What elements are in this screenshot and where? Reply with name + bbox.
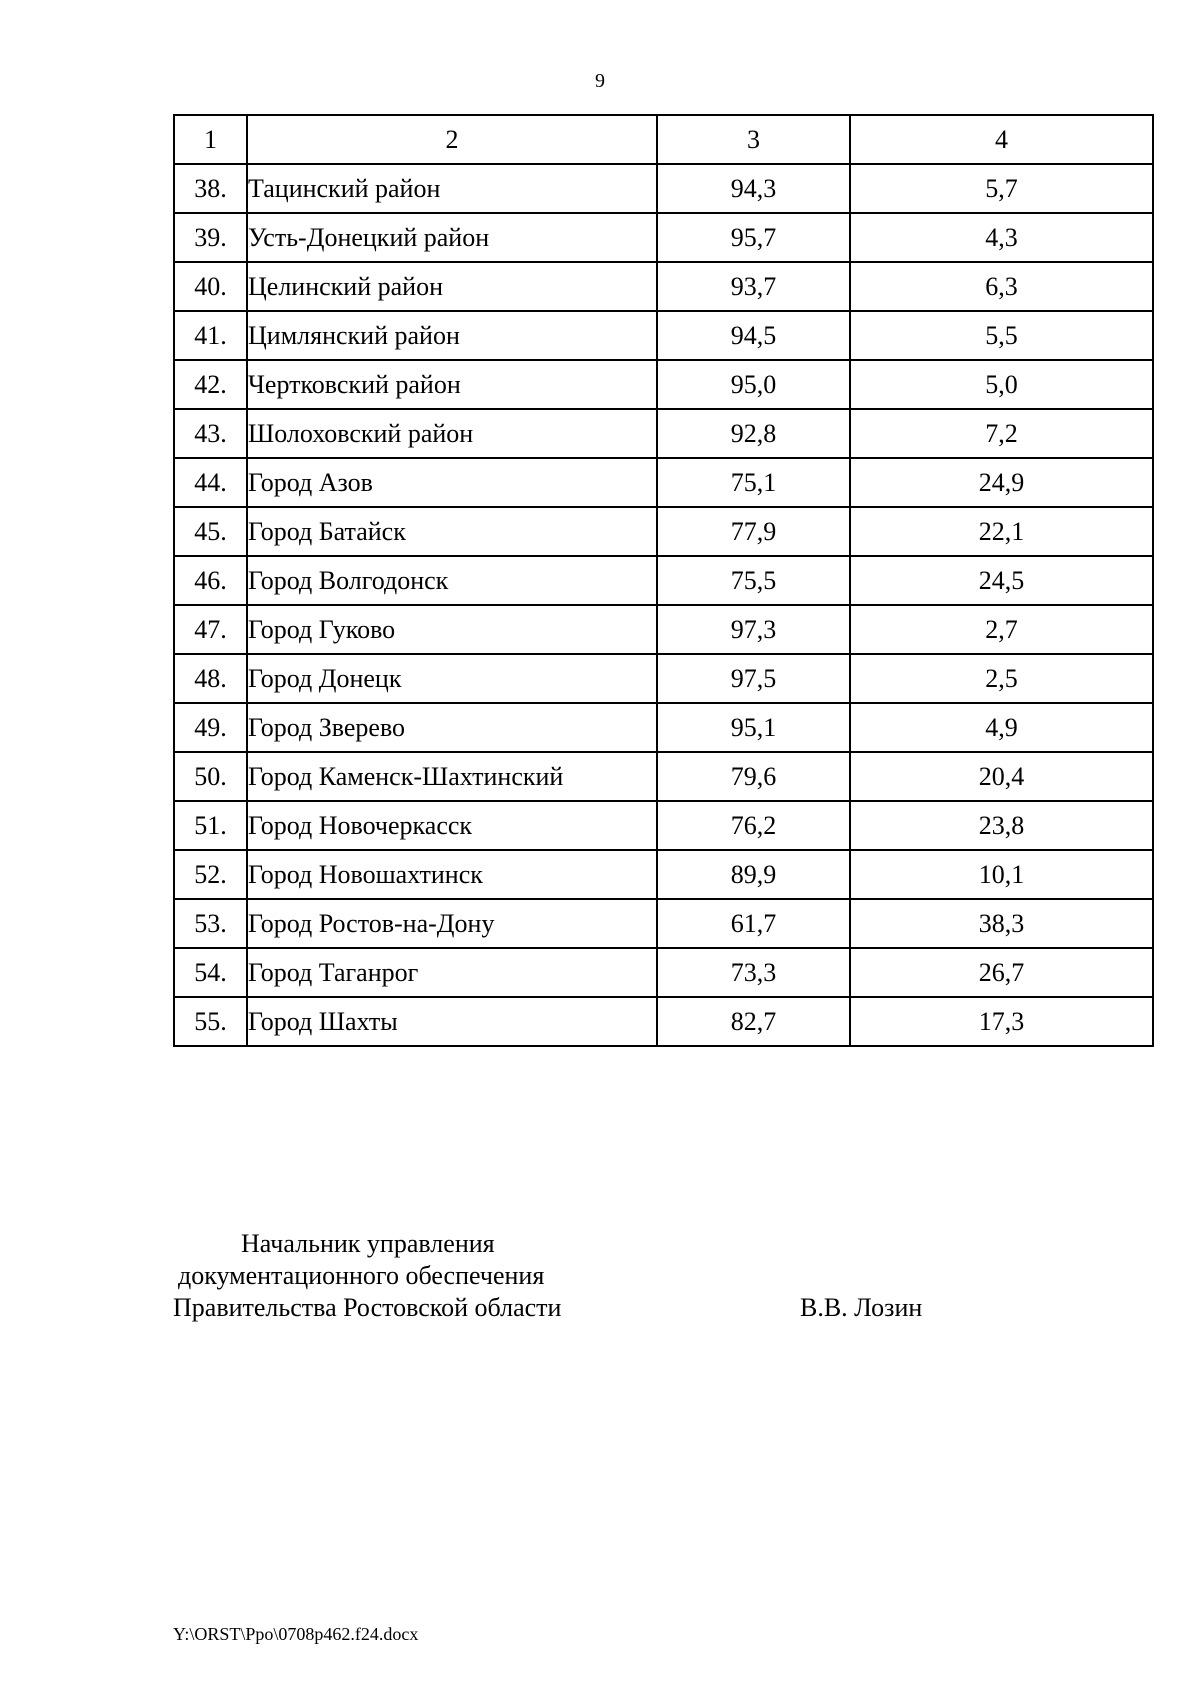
table-row xyxy=(174,458,1153,507)
municipality-name: Усть-Донецкий район xyxy=(247,213,657,262)
value-col-4: 5,5 xyxy=(850,311,1153,360)
municipality-name: Шолоховский район xyxy=(247,409,657,458)
table-header-row xyxy=(174,115,1153,164)
table-row xyxy=(174,703,1153,752)
municipality-name: Город Зверево xyxy=(247,703,657,752)
row-number: 46. xyxy=(174,556,247,605)
municipality-name: Город Новочеркасск xyxy=(247,801,657,850)
municipality-name: Цимлянский район xyxy=(247,311,657,360)
value-col-3: 97,5 xyxy=(657,654,850,703)
row-number: 43. xyxy=(174,409,247,458)
value-col-4: 5,7 xyxy=(850,164,1153,213)
signer-name: В.В. Лозин xyxy=(800,1293,923,1322)
table-row xyxy=(174,899,1153,948)
value-col-4: 22,1 xyxy=(850,507,1153,556)
row-number: 52. xyxy=(174,850,247,899)
value-col-3: 79,6 xyxy=(657,752,850,801)
data-table xyxy=(173,114,1154,1047)
table-row xyxy=(174,213,1153,262)
municipality-name: Город Донецк xyxy=(247,654,657,703)
municipality-name: Город Новошахтинск xyxy=(247,850,657,899)
municipality-name: Город Волгодонск xyxy=(247,556,657,605)
value-col-4: 6,3 xyxy=(850,262,1153,311)
table-row xyxy=(174,801,1153,850)
row-number: 38. xyxy=(174,164,247,213)
value-col-4: 38,3 xyxy=(850,899,1153,948)
value-col-3: 94,5 xyxy=(657,311,850,360)
signature-block xyxy=(173,1228,561,1324)
value-col-4: 4,3 xyxy=(850,213,1153,262)
value-col-4: 23,8 xyxy=(850,801,1153,850)
row-number: 54. xyxy=(174,948,247,997)
table-row xyxy=(174,654,1153,703)
table-row xyxy=(174,997,1153,1046)
page-number: 9 xyxy=(595,70,605,92)
row-number: 53. xyxy=(174,899,247,948)
value-col-3: 75,1 xyxy=(657,458,850,507)
value-col-3: 76,2 xyxy=(657,801,850,850)
value-col-3: 61,7 xyxy=(657,899,850,948)
value-col-4: 24,5 xyxy=(850,556,1153,605)
value-col-3: 92,8 xyxy=(657,409,850,458)
municipality-name: Город Таганрог xyxy=(247,948,657,997)
municipality-name: Город Каменск-Шахтинский xyxy=(247,752,657,801)
signer-position-line-3: Правительства Ростовской области xyxy=(173,1293,562,1322)
column-header-4: 4 xyxy=(850,115,1153,164)
row-number: 41. xyxy=(174,311,247,360)
municipality-name: Город Шахты xyxy=(247,997,657,1046)
value-col-3: 93,7 xyxy=(657,262,850,311)
table-row xyxy=(174,311,1153,360)
value-col-3: 77,9 xyxy=(657,507,850,556)
table-row xyxy=(174,605,1153,654)
value-col-4: 26,7 xyxy=(850,948,1153,997)
row-number: 44. xyxy=(174,458,247,507)
value-col-4: 2,5 xyxy=(850,654,1153,703)
municipality-name: Город Азов xyxy=(247,458,657,507)
column-header-1: 1 xyxy=(174,115,247,164)
municipality-name: Чертковский район xyxy=(247,360,657,409)
signer-position-line-1: Начальник управления xyxy=(241,1229,495,1258)
value-col-4: 17,3 xyxy=(850,997,1153,1046)
column-header-3: 3 xyxy=(657,115,850,164)
table-row xyxy=(174,164,1153,213)
row-number: 39. xyxy=(174,213,247,262)
table-row xyxy=(174,409,1153,458)
row-number: 55. xyxy=(174,997,247,1046)
table-row xyxy=(174,948,1153,997)
value-col-3: 75,5 xyxy=(657,556,850,605)
row-number: 40. xyxy=(174,262,247,311)
value-col-4: 7,2 xyxy=(850,409,1153,458)
row-number: 51. xyxy=(174,801,247,850)
row-number: 50. xyxy=(174,752,247,801)
value-col-4: 20,4 xyxy=(850,752,1153,801)
row-number: 49. xyxy=(174,703,247,752)
value-col-4: 24,9 xyxy=(850,458,1153,507)
value-col-3: 97,3 xyxy=(657,605,850,654)
column-header-2: 2 xyxy=(247,115,657,164)
value-col-4: 4,9 xyxy=(850,703,1153,752)
municipality-name: Город Гуково xyxy=(247,605,657,654)
row-number: 45. xyxy=(174,507,247,556)
municipality-name: Город Батайск xyxy=(247,507,657,556)
value-col-3: 95,1 xyxy=(657,703,850,752)
value-col-3: 82,7 xyxy=(657,997,850,1046)
table-row xyxy=(174,507,1153,556)
row-number: 42. xyxy=(174,360,247,409)
table-body xyxy=(174,115,1153,1046)
table-row xyxy=(174,556,1153,605)
row-number: 47. xyxy=(174,605,247,654)
value-col-3: 95,7 xyxy=(657,213,850,262)
municipality-name: Тацинский район xyxy=(247,164,657,213)
value-col-3: 95,0 xyxy=(657,360,850,409)
file-path: Y:\ORST\Ppo\0708p462.f24.docx xyxy=(173,1624,419,1644)
table-row xyxy=(174,262,1153,311)
value-col-3: 94,3 xyxy=(657,164,850,213)
municipality-name: Город Ростов-на-Дону xyxy=(247,899,657,948)
row-number: 48. xyxy=(174,654,247,703)
table-row xyxy=(174,360,1153,409)
value-col-4: 10,1 xyxy=(850,850,1153,899)
value-col-4: 5,0 xyxy=(850,360,1153,409)
table-row xyxy=(174,850,1153,899)
value-col-4: 2,7 xyxy=(850,605,1153,654)
table-row xyxy=(174,752,1153,801)
signer-position-line-2: документационного обеспечения xyxy=(178,1261,545,1290)
value-col-3: 89,9 xyxy=(657,850,850,899)
municipality-name: Целинский район xyxy=(247,262,657,311)
value-col-3: 73,3 xyxy=(657,948,850,997)
